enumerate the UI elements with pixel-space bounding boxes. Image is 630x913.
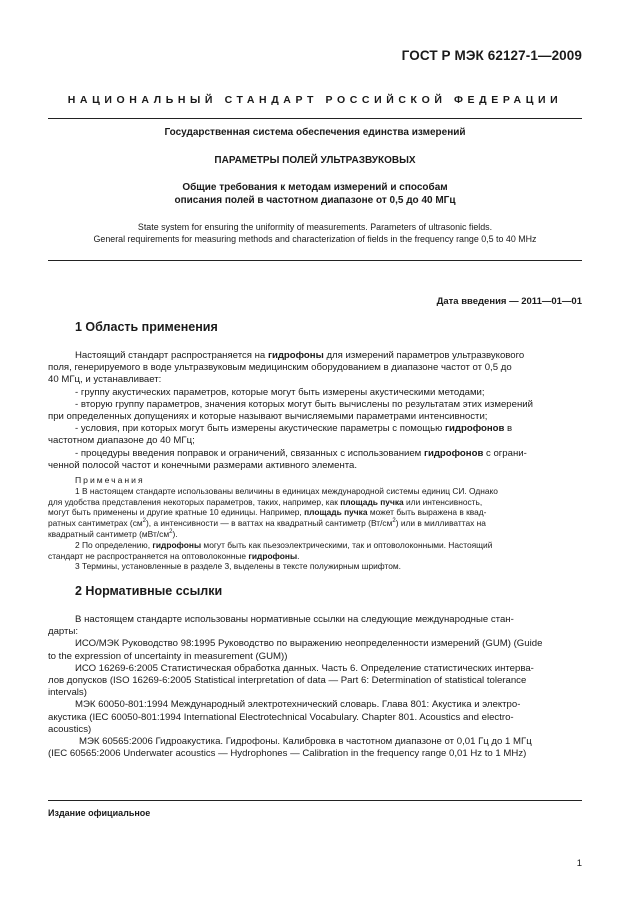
- list-item-continuation: ченной полосой частот и конечными размерами активного элемента.: [48, 459, 358, 471]
- section-2-heading: 2 Нормативные ссылки: [75, 584, 223, 598]
- reference-line: intervals): [48, 687, 87, 699]
- english-title-line-1: State system for ensuring the uniformity of measurements. Parameters of ultrasonic fields.: [137, 222, 493, 232]
- reference-line: acoustics): [48, 723, 92, 735]
- note-line: 1 В настоящем стандарте использованы величины в единицах международной системы единиц СИ. Однако: [75, 485, 498, 496]
- introduction-date: Дата введения — 2011—01—01: [436, 296, 582, 307]
- list-item-continuation: частотном диапазоне до 40 МГц;: [48, 435, 195, 447]
- note-line: 3 Термины, установленные в разделе 3, выделены в тексте полужирным шрифтом.: [75, 561, 401, 572]
- note-line: ратных сантиметрах $(см^2)$, а интенсивности — в ваттах на квадратный сантиметр $(Вт/см^2)$ или в милливаттах на: [48, 518, 486, 529]
- subtitle-line-2: описания полей в частотном диапазоне от 0,5 до 40 МГц: [174, 195, 456, 206]
- reference-line: ИСО 16269-6:2005 Статистическая обработка данных. Часть 6. Определение статистических интерва-: [75, 662, 534, 674]
- list-item: - группу акустических параметров, которые могут быть измерены акустическими методами;: [75, 386, 485, 398]
- reference-line: акустика (IEC 60050-801:1994 International Electrotechnical Vocabulary. Chapter 801. Acoustics and electro-: [48, 711, 514, 723]
- note-line: могут быть применены и другие кратные 10 единицы. Например, площадь пучка может быть выражена в квад-: [48, 507, 487, 518]
- notes-block: [48, 475, 582, 572]
- note-line: для удобства представления некоторых параметров, таких, например, как площадь пучка или интенсивность,: [48, 496, 483, 507]
- notes-title: Примечания: [75, 475, 145, 485]
- note-line: стандарт не распространяется на оптоволоконные гидрофоны.: [48, 550, 300, 561]
- section-1-body: [48, 350, 582, 472]
- paragraph-line: дарты:: [48, 626, 79, 638]
- paragraph-line: поля, генерируемого в воде ультразвуковым медицинским оборудованием в диапазоне частот от 0,5 до: [48, 362, 512, 374]
- list-item-continuation: при определенных допущениях и которые называют вычисляемыми параметрами интенсивности;: [48, 411, 488, 423]
- standard-number: ГОСТ Р МЭК 62127-1—2009: [401, 48, 582, 63]
- list-item: - условия, при которых могут быть измерены акустические параметры с помощью гидрофонов в: [75, 423, 513, 435]
- subtitle-line-1: Общие требования к методам измерений и способам: [182, 182, 448, 193]
- reference-line: to the expression of uncertainty in measurement (GUM)): [48, 650, 288, 662]
- system-title: Государственная система обеспечения единства измерений: [164, 127, 466, 138]
- paragraph-line: Настоящий стандарт распространяется на гидрофоны для измерений параметров ультразвукового: [75, 350, 525, 361]
- note-line: 2 По определению, гидрофоны могут быть как пьезоэлектрическими, так и оптоволоконными. Настоящий: [75, 539, 493, 550]
- paragraph-line: В настоящем стандарте использованы нормативные ссылки на следующие международные стан-: [75, 614, 514, 625]
- page-number: 1: [576, 858, 582, 869]
- reference-line: МЭК 60050-801:1994 Международный электротехнический словарь. Глава 801: Акустика и электро-: [75, 699, 521, 711]
- reference-line: (IEC 60565:2006 Underwater acoustics — Hydrophones — Calibration in the frequency range 0,01 Hz to 1 MHz): [48, 748, 527, 760]
- note-line: квадратный сантиметр $(мВт/см^2)$.: [48, 528, 178, 539]
- section-2-body: [48, 614, 582, 760]
- footer-rule: [48, 800, 582, 801]
- reference-line: МЭК 60565:2006 Гидроакустика. Гидрофоны. Калибровка в частотном диапазоне от 0,01 Гц до 1 МГц: [79, 736, 532, 748]
- official-edition-label: Издание официальное: [48, 808, 151, 818]
- paragraph-line: 40 МГц, и устанавливает:: [48, 374, 162, 386]
- list-item: - вторую группу параметров, значения которых могут быть вычислены по результатам этих измерений: [75, 398, 533, 410]
- english-title-line-2: General requirements for measuring methods and characterization of fields in the frequency range 0,5 to 40 MHz: [93, 234, 537, 244]
- section-1-heading: 1 Область применения: [75, 320, 218, 334]
- main-title: ПАРАМЕТРЫ ПОЛЕЙ УЛЬТРАЗВУКОВЫХ: [214, 155, 416, 166]
- reference-line: ИСО/МЭК Руководство 98:1995 Руководство по выражению неопределенности измерений (GUM) (Guide: [75, 638, 543, 650]
- national-standard-banner: НАЦИОНАЛЬНЫЙ СТАНДАРТ РОССИЙСКОЙ ФЕДЕРАЦИИ: [67, 94, 563, 106]
- reference-line: лов допусков (ISO 16269-6:2005 Statistical interpretation of data — Part 6: Determination of statistical tolerance: [48, 675, 527, 687]
- header-rule: [48, 118, 582, 119]
- list-item: - процедуры введения поправок и ограничений, связанных с использованием гидрофонов с ограни-: [75, 447, 527, 459]
- title-rule: [48, 260, 582, 261]
